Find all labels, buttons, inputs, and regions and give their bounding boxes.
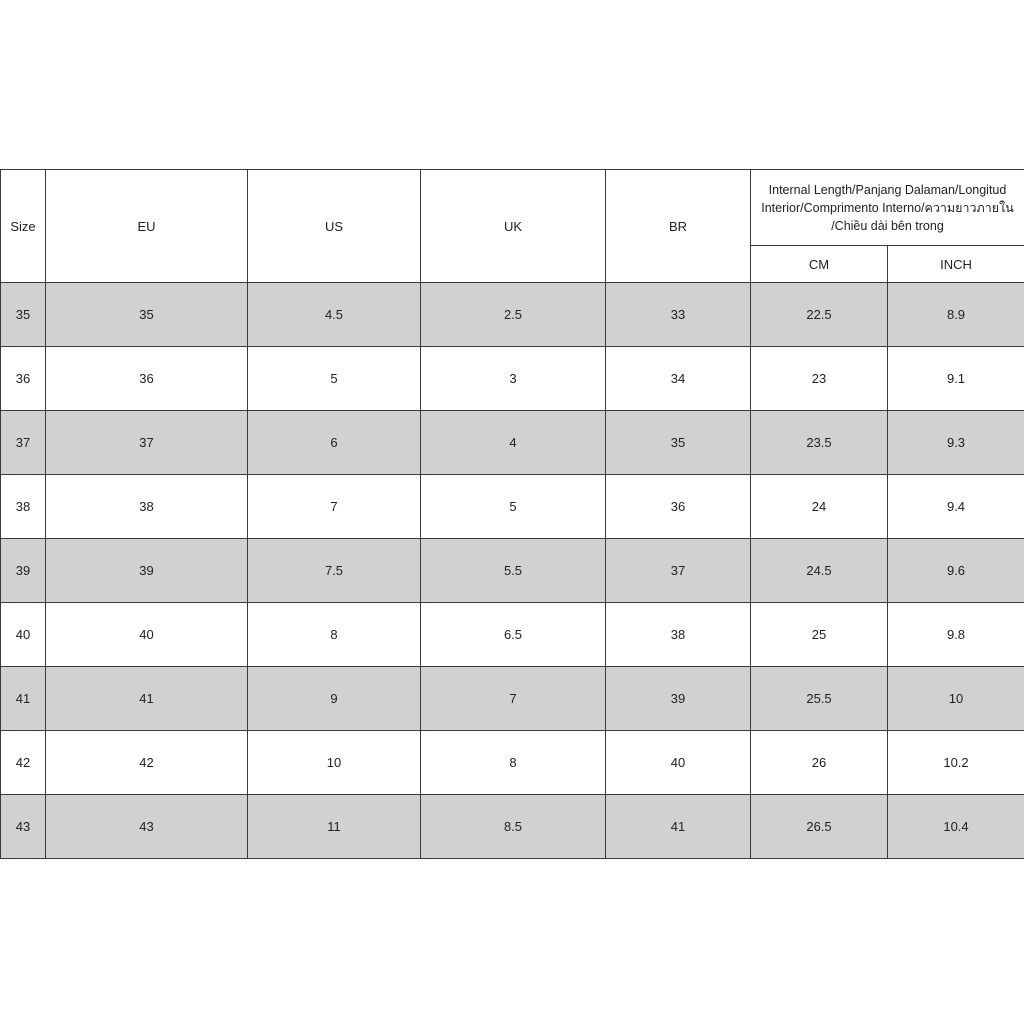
cell-inch: 10 (888, 667, 1024, 731)
table-row (1, 475, 1024, 539)
cell-br: 39 (606, 667, 751, 731)
header-uk: UK (421, 170, 606, 283)
cell-uk: 6.5 (421, 603, 606, 667)
cell-cm: 24 (751, 475, 888, 539)
table-row (1, 347, 1024, 411)
cell-inch: 9.4 (888, 475, 1024, 539)
cell-br: 36 (606, 475, 751, 539)
cell-cm: 22.5 (751, 283, 888, 347)
cell-eu: 42 (46, 731, 248, 795)
cell-inch: 8.9 (888, 283, 1024, 347)
cell-br: 38 (606, 603, 751, 667)
cell-inch: 9.6 (888, 539, 1024, 603)
cell-br: 34 (606, 347, 751, 411)
cell-size: 41 (1, 667, 46, 731)
cell-cm: 23 (751, 347, 888, 411)
cell-size: 39 (1, 539, 46, 603)
cell-uk: 5.5 (421, 539, 606, 603)
table-header (1, 170, 1024, 283)
cell-eu: 37 (46, 411, 248, 475)
cell-cm: 24.5 (751, 539, 888, 603)
header-internal-length: Internal Length/Panjang Dalaman/Longitud Interior/Comprimento Interno/ความยาวภายใน /Chiều dài bên trong (751, 170, 1024, 246)
cell-us: 6 (248, 411, 421, 475)
cell-us: 9 (248, 667, 421, 731)
cell-uk: 8 (421, 731, 606, 795)
cell-br: 41 (606, 795, 751, 859)
cell-size: 36 (1, 347, 46, 411)
cell-size: 35 (1, 283, 46, 347)
cell-inch: 9.8 (888, 603, 1024, 667)
table-row (1, 731, 1024, 795)
cell-size: 38 (1, 475, 46, 539)
cell-eu: 41 (46, 667, 248, 731)
cell-br: 35 (606, 411, 751, 475)
cell-cm: 26.5 (751, 795, 888, 859)
cell-size: 43 (1, 795, 46, 859)
cell-eu: 35 (46, 283, 248, 347)
cell-eu: 36 (46, 347, 248, 411)
table-row (1, 283, 1024, 347)
table-row (1, 411, 1024, 475)
cell-us: 11 (248, 795, 421, 859)
cell-size: 42 (1, 731, 46, 795)
header-br: BR (606, 170, 751, 283)
cell-cm: 23.5 (751, 411, 888, 475)
cell-us: 7.5 (248, 539, 421, 603)
header-size: Size (1, 170, 46, 283)
table-row (1, 795, 1024, 859)
cell-uk: 7 (421, 667, 606, 731)
cell-us: 4.5 (248, 283, 421, 347)
cell-inch: 10.2 (888, 731, 1024, 795)
cell-us: 7 (248, 475, 421, 539)
cell-uk: 4 (421, 411, 606, 475)
cell-us: 10 (248, 731, 421, 795)
cell-us: 8 (248, 603, 421, 667)
cell-inch: 9.3 (888, 411, 1024, 475)
cell-uk: 5 (421, 475, 606, 539)
cell-inch: 9.1 (888, 347, 1024, 411)
table-row (1, 539, 1024, 603)
cell-inch: 10.4 (888, 795, 1024, 859)
table-body (1, 283, 1024, 859)
cell-us: 5 (248, 347, 421, 411)
table-row (1, 603, 1024, 667)
cell-eu: 43 (46, 795, 248, 859)
table-row (1, 667, 1024, 731)
cell-size: 37 (1, 411, 46, 475)
cell-eu: 39 (46, 539, 248, 603)
cell-cm: 26 (751, 731, 888, 795)
header-cm: CM (751, 246, 888, 283)
cell-br: 33 (606, 283, 751, 347)
header-eu: EU (46, 170, 248, 283)
cell-uk: 8.5 (421, 795, 606, 859)
cell-eu: 38 (46, 475, 248, 539)
header-inch: INCH (888, 246, 1024, 283)
cell-br: 37 (606, 539, 751, 603)
header-us: US (248, 170, 421, 283)
cell-uk: 2.5 (421, 283, 606, 347)
cell-cm: 25.5 (751, 667, 888, 731)
cell-uk: 3 (421, 347, 606, 411)
cell-size: 40 (1, 603, 46, 667)
cell-br: 40 (606, 731, 751, 795)
cell-cm: 25 (751, 603, 888, 667)
cell-eu: 40 (46, 603, 248, 667)
size-chart-table (0, 169, 1024, 859)
